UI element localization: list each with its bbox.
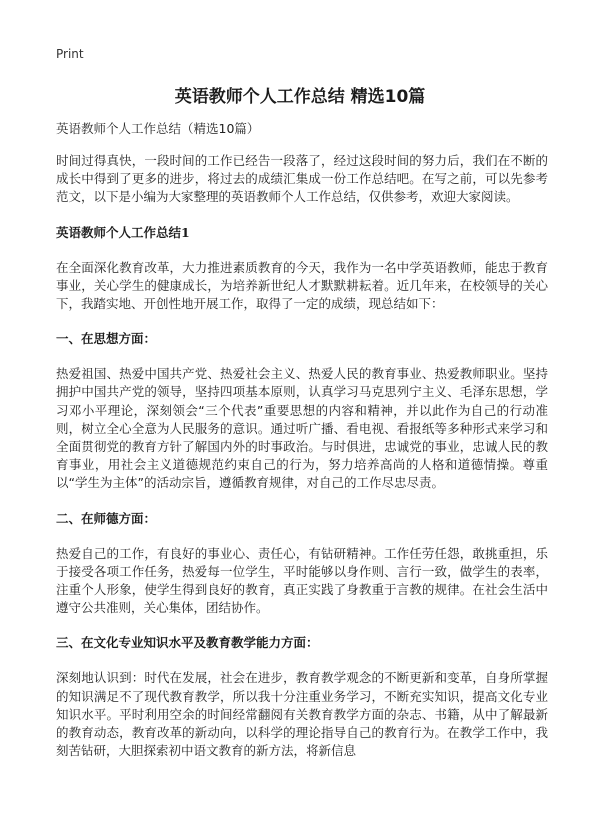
professional-paragraph: 深刻地认识到：时代在发展，社会在进步，教育教学观念的不断更新和变革，自身所掌握的知识满足不了现代教育教学，所以我十分注重业务学习，不断充实知识，提高文化专业知识水平。平时利用空余的时间经常翻阅有关教育教学方面的杂志、书籍，从中了解最新的教育动态，教育改革的新动向，以科学的理论指导自己的教育行为。在教学工作中，我刻苦钻研，大胆探索初中语文教育的新方法，将新信息 xyxy=(56,670,548,759)
document-body xyxy=(56,120,548,777)
thought-paragraph: 热爱祖国、热爱中国共产党、热爱社会主义、热爱人民的教育事业、热爱教师职业。坚持拥护中国共产党的领导，坚持四项基本原则，认真学习马克思列宁主义、毛泽东思想，学习邓小平理论，深刻领会“三个代表”重要思想的内容和精神，并以此作为自己的行动准则，树立全心全意为人民服务的意识。通过听广播、看电视、看报纸等多种形式来学习和全面贯彻党的教育方针了解国内外的时事政治。与时俱进，忠诚党的事业，忠诚人民的教育事业，用社会主义道德规范约束自己的行为，努力培养高尚的人格和道德情操。尊重以“学生为主体”的活动宗旨，遵循教育规律，对自己的工作尽忠尽责。 xyxy=(56,366,548,491)
print-link[interactable]: Print xyxy=(56,47,84,61)
section-1-heading: 英语教师个人工作总结1 xyxy=(56,224,190,240)
page-title: 英语教师个人工作总结 精选10篇 xyxy=(174,87,426,107)
professional-heading: 三、在文化专业知识水平及教育教学能力方面： xyxy=(56,635,319,651)
section-1-paragraph: 在全面深化教育改革，大力推进素质教育的今天，我作为一名中学英语教师，能忠于教育事业，关心学生的健康成长，为培养新世纪人才默默耕耘着。近几年来，在校领导的关心下，我踏实地、开创性地开展工作，取得了一定的成绩，现总结如下： xyxy=(56,259,548,312)
intro-paragraph: 时间过得真快，一段时间的工作已经告一段落了，经过这段时间的努力后，我们在不断的成长中得到了更多的进步，将过去的成绩汇集成一份工作总结吧。在写之前，可以先参考范文，以下是小编为大家整理的英语教师个人工作总结，仅供参考，欢迎大家阅读。 xyxy=(56,153,548,205)
ethics-heading: 二、在师德方面： xyxy=(56,510,157,526)
ethics-paragraph: 热爱自己的工作，有良好的事业心、责任心，有钻研精神。工作任劳任怨，敢挑重担，乐于接受各项工作任务，热爱每一位学生，平时能够以身作则、言行一致，做学生的表率，注重个人形象，使学生得到良好的教育，真正实践了身教重于言教的规律。在社会生活中遵守公共准则，关心集体，团结协作。 xyxy=(56,545,548,616)
document-subtitle: 英语教师个人工作总结（精选10篇） xyxy=(56,121,260,136)
thought-heading: 一、在思想方面： xyxy=(56,331,157,347)
